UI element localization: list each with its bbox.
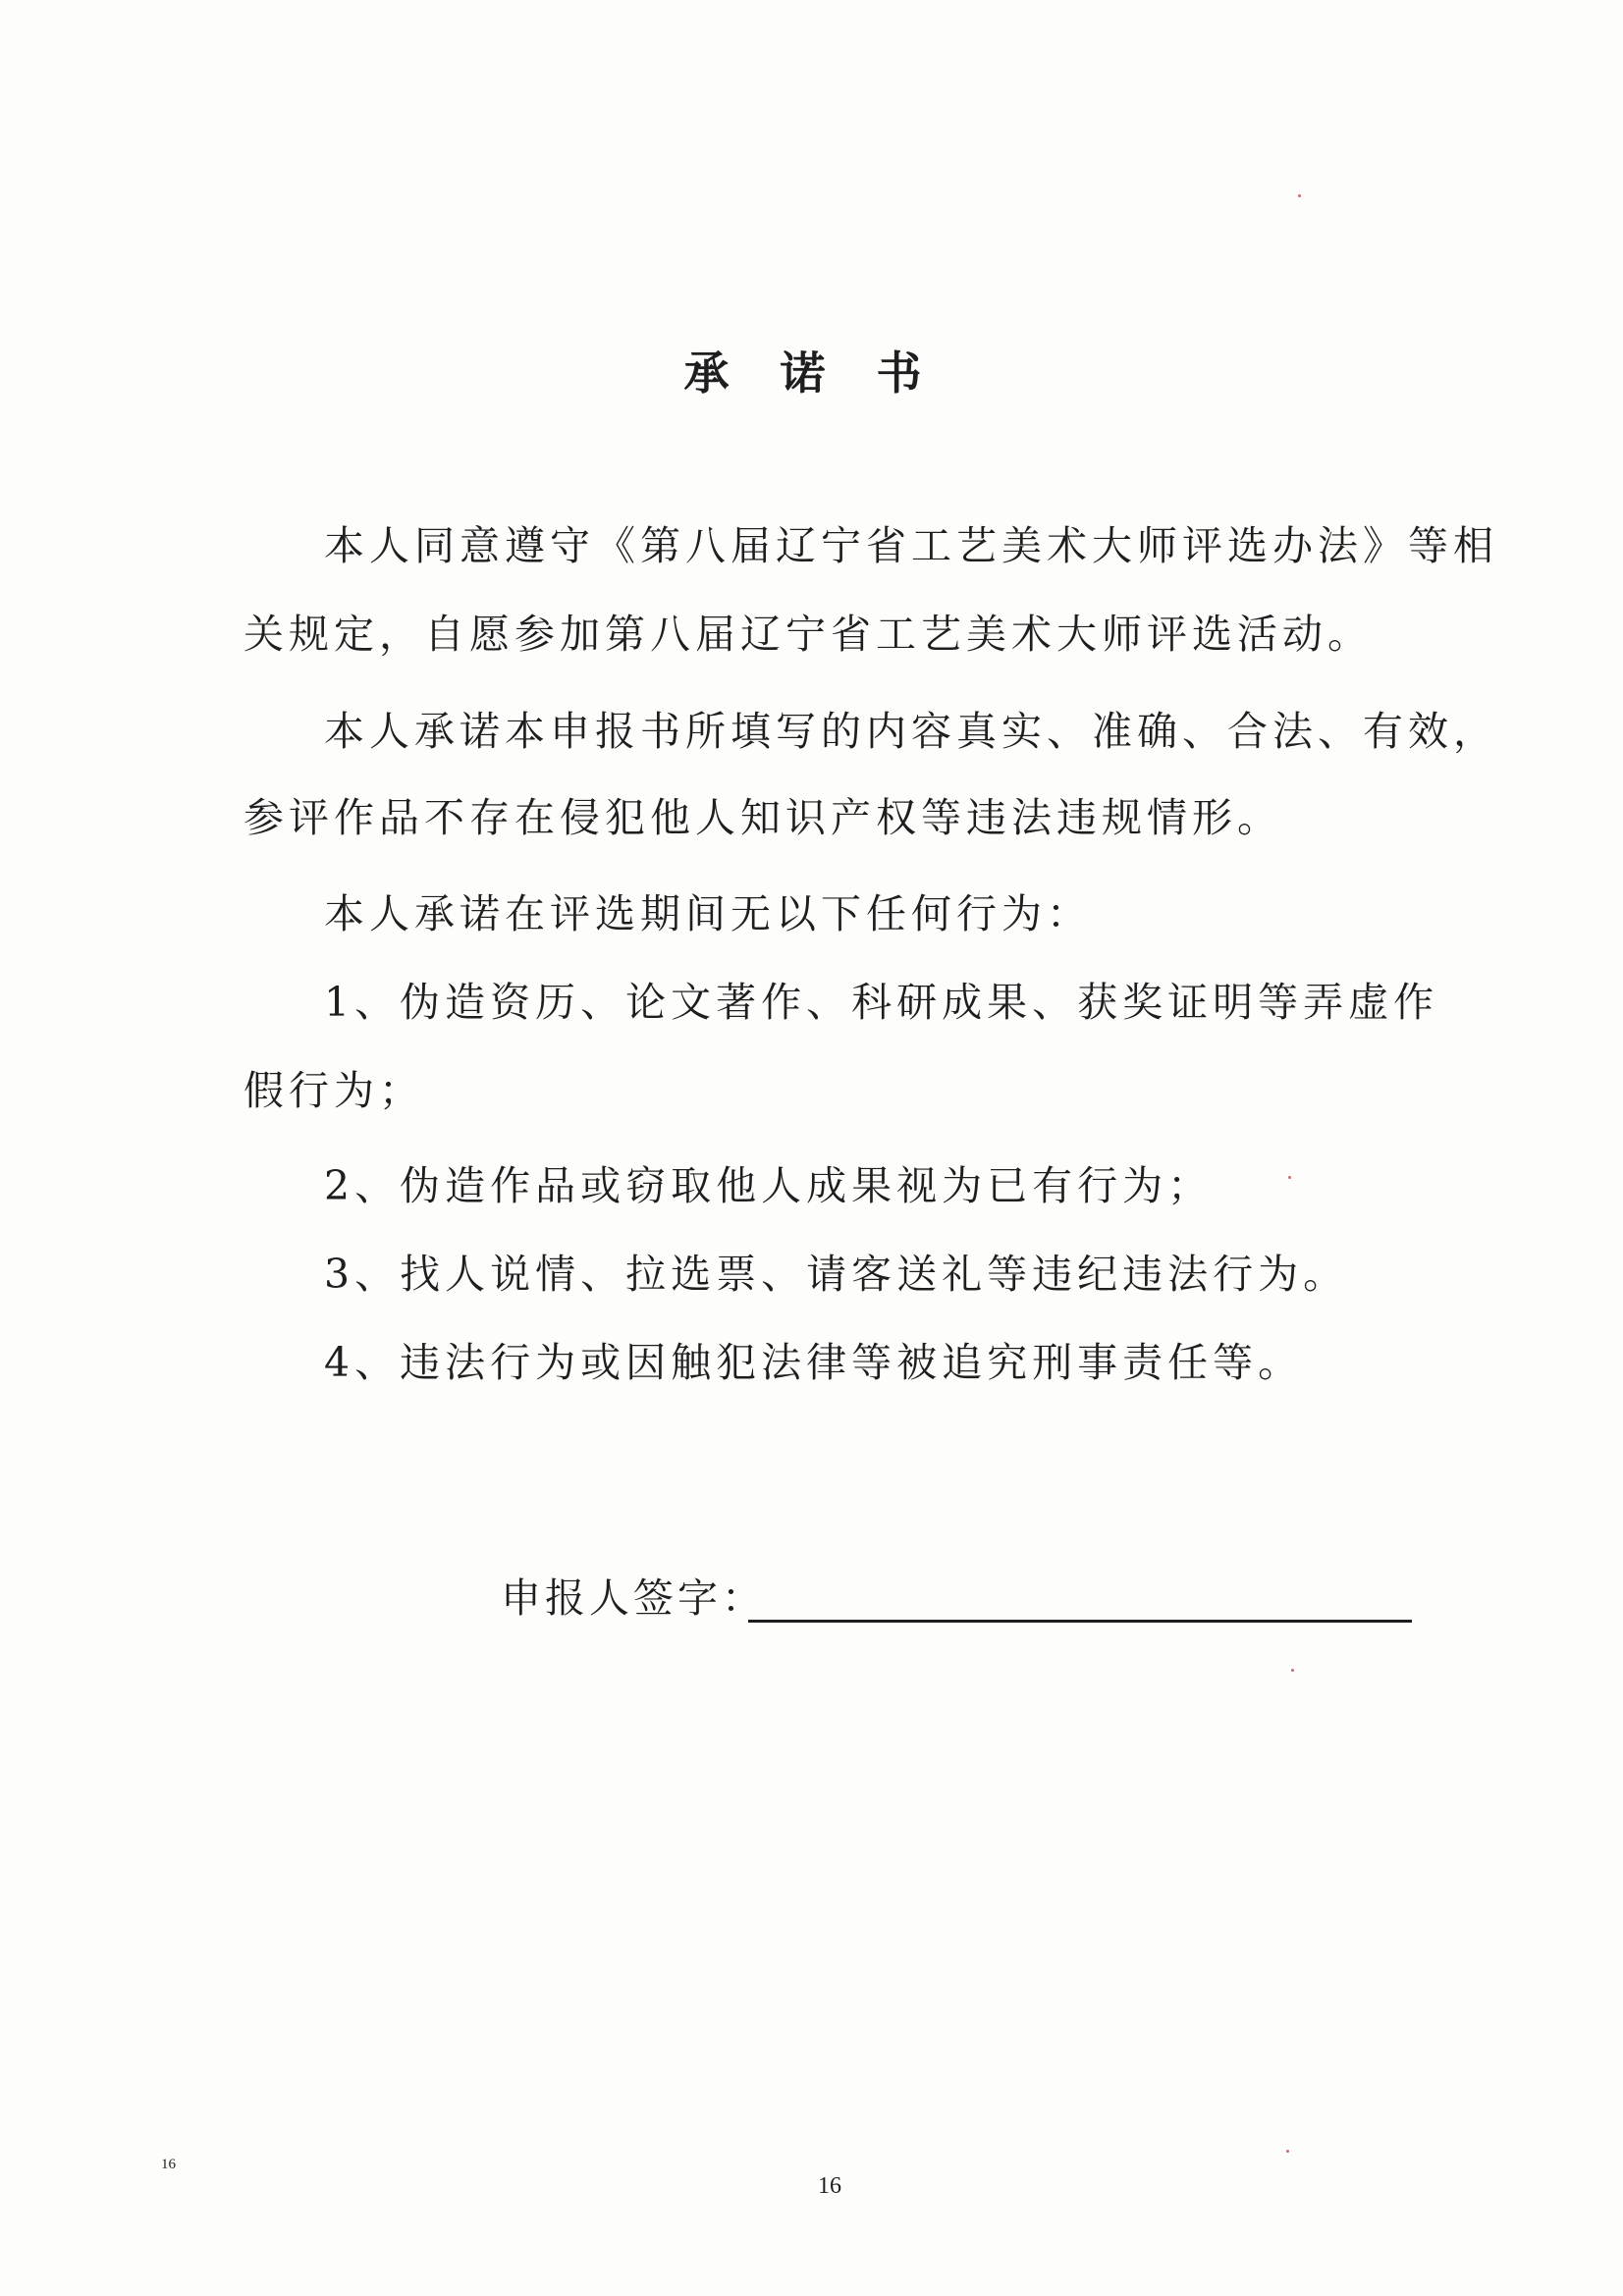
list-item-continuation: 假行为； [243, 1067, 424, 1114]
signature-line[interactable] [748, 1620, 1412, 1623]
paragraph-line: 本人承诺在评选期间无以下任何行为： [324, 890, 1092, 937]
list-item: 3、找人说情、拉选票、请客送礼等违纪违法行为。 [324, 1251, 1349, 1298]
scan-speck [1288, 1176, 1291, 1179]
paragraph-line: 参评作品不存在侵犯他人知识产权等违法违规情形。 [243, 794, 1282, 841]
list-item: 1、伪造资历、论文著作、科研成果、获奖证明等弄虚作 [324, 979, 1439, 1026]
document-title: 承 诺 书 [683, 347, 940, 400]
list-item: 2、伪造作品或窃取他人成果视为已有行为； [324, 1162, 1214, 1209]
paragraph-line: 本人承诺本申报书所填写的内容真实、准确、合法、有效， [324, 708, 1498, 755]
scan-speck [1291, 1669, 1294, 1672]
paragraph-line: 本人同意遵守《第八届辽宁省工艺美术大师评选办法》等相 [324, 522, 1498, 569]
paragraph-line: 关规定，自愿参加第八届辽宁省工艺美术大师评选活动。 [243, 611, 1373, 658]
scan-speck [1298, 194, 1301, 197]
list-item: 4、违法行为或因触犯法律等被追究刑事责任等。 [324, 1339, 1304, 1386]
signature-label: 申报人签字： [501, 1575, 766, 1622]
page-number: 16 [818, 2173, 841, 2199]
scan-speck [1286, 2150, 1289, 2153]
corner-page-number: 16 [161, 2157, 176, 2172]
